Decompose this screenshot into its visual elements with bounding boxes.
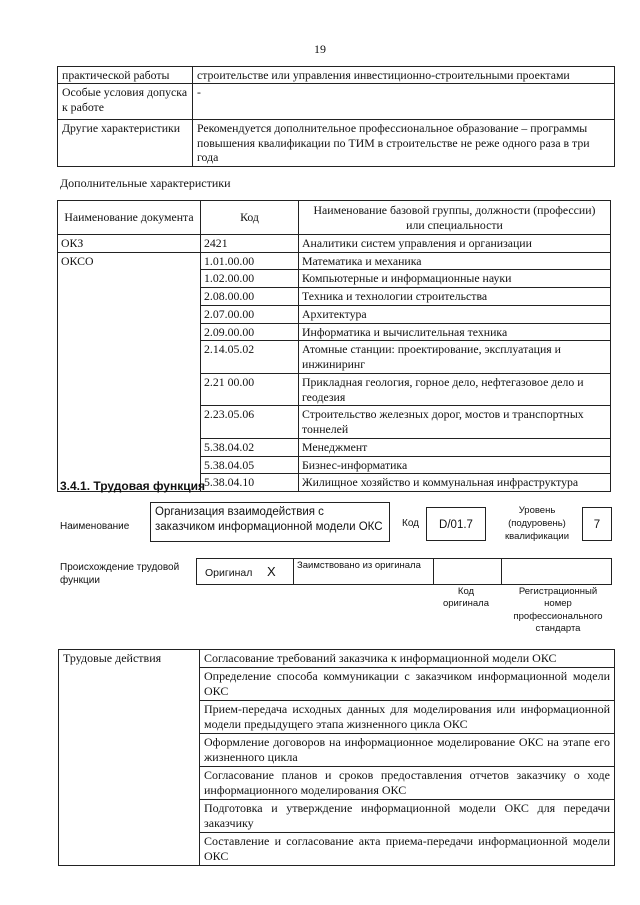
borrowed-label: Заимствовано из оригинала (297, 560, 421, 571)
row-label: практической работы (58, 67, 193, 84)
original-label: Оригинал (205, 567, 253, 579)
row-value: строительстве или управления инвестиционно-строительными проектами (193, 67, 615, 84)
table-header-row (58, 201, 611, 235)
doc-cell: ОКСО (58, 252, 201, 491)
table-row (58, 84, 615, 120)
code-cell: 2.23.05.06 (201, 406, 299, 438)
action-item: Оформление договоров на информационное моделирование ОКС на этапе его жизненного цикла (200, 734, 615, 767)
code-cell: 2.14.05.02 (201, 341, 299, 373)
code-label: Код (402, 518, 420, 529)
header-code: Код (201, 201, 299, 235)
table-row (58, 67, 615, 84)
function-name-box: Организация взаимодействия с заказчиком информационной модели ОКС (150, 502, 390, 542)
actions-label: Трудовые действия (59, 650, 200, 866)
name-cell: Прикладная геология, горное дело, нефтегазовое дело и геодезия (299, 373, 611, 405)
code-cell: 1.01.00.00 (201, 252, 299, 270)
reg-number-caption: Регистрационный номер профессионального стандарта (513, 586, 603, 635)
table-row (58, 120, 615, 166)
code-cell: 2.08.00.00 (201, 288, 299, 306)
code-cell: 5.38.04.10 (201, 474, 299, 492)
doc-cell: ОКЗ (58, 235, 201, 253)
row-label: Другие характеристики (58, 120, 193, 166)
row-value: Рекомендуется дополнительное профессиональное образование – программы повышения квалификации по ТИМ в строительстве не реже одного раза в три года (193, 120, 615, 166)
divider (293, 559, 294, 584)
section-caption: Дополнительные характеристики (60, 176, 231, 190)
page-number: 19 (314, 42, 326, 56)
name-cell: Математика и механика (299, 252, 611, 270)
name-cell: Архитектура (299, 305, 611, 323)
action-item: Определение способа коммуникации с заказчиком информационной модели ОКС (200, 668, 615, 701)
action-item: Согласование планов и сроков предоставления отчетов заказчику о ходе информационного моделирования ОКС (200, 767, 615, 800)
table-row (58, 252, 611, 270)
name-cell: Строительство железных дорог, мостов и транспортных тоннелей (299, 406, 611, 438)
divider (501, 559, 502, 584)
level-label: Уровень (подуровень) квалификации (504, 505, 570, 542)
code-cell: 5.38.04.02 (201, 438, 299, 456)
section-heading: 3.4.1. Трудовая функция (60, 479, 205, 493)
level-box: 7 (582, 507, 612, 541)
name-cell: Менеджмент (299, 438, 611, 456)
name-cell: Информатика и вычислительная техника (299, 323, 611, 341)
original-mark: X (267, 564, 276, 579)
name-cell: Атомные станции: проектирование, эксплуатация и инжиниринг (299, 341, 611, 373)
divider (433, 559, 434, 584)
code-cell: 2421 (201, 235, 299, 253)
function-code-box: D/01.7 (426, 507, 486, 541)
action-item: Составление и согласование акта приема-передачи информационной модели ОКС (200, 833, 615, 866)
action-item: Прием-передача исходных данных для моделирования или информационной модели предыдущего этапа жизненного цикла ОКС (200, 701, 615, 734)
code-cell: 2.09.00.00 (201, 323, 299, 341)
header-doc: Наименование документа (58, 201, 201, 235)
name-cell: Бизнес-информатика (299, 456, 611, 474)
origin-row (196, 558, 612, 585)
additional-characteristics-table (57, 200, 611, 492)
code-original-caption: Код оригинала (442, 586, 489, 610)
row-label: Особые условия допуска к работе (58, 84, 193, 120)
table-row (58, 235, 611, 253)
code-cell: 2.07.00.00 (201, 305, 299, 323)
name-cell: Аналитики систем управления и организации (299, 235, 611, 253)
name-cell: Компьютерные и информационные науки (299, 270, 611, 288)
header-name: Наименование базовой группы, должности (профессии) или специальности (299, 201, 611, 235)
name-cell: Техника и технологии строительства (299, 288, 611, 306)
code-cell: 5.38.04.05 (201, 456, 299, 474)
name-cell: Жилищное хозяйство и коммунальная инфраструктура (299, 474, 611, 492)
action-item: Подготовка и утверждение информационной модели ОКС для передачи заказчику (200, 800, 615, 833)
table-row (59, 650, 615, 668)
code-cell: 2.21 00.00 (201, 373, 299, 405)
row-value: - (193, 84, 615, 120)
action-item: Согласование требований заказчика к информационной модели ОКС (200, 650, 615, 668)
code-cell: 1.02.00.00 (201, 270, 299, 288)
work-conditions-table (57, 66, 615, 167)
labor-actions-table (58, 649, 615, 866)
origin-label: Происхождение трудовой функции (60, 562, 180, 586)
name-label: Наименование (60, 521, 130, 532)
